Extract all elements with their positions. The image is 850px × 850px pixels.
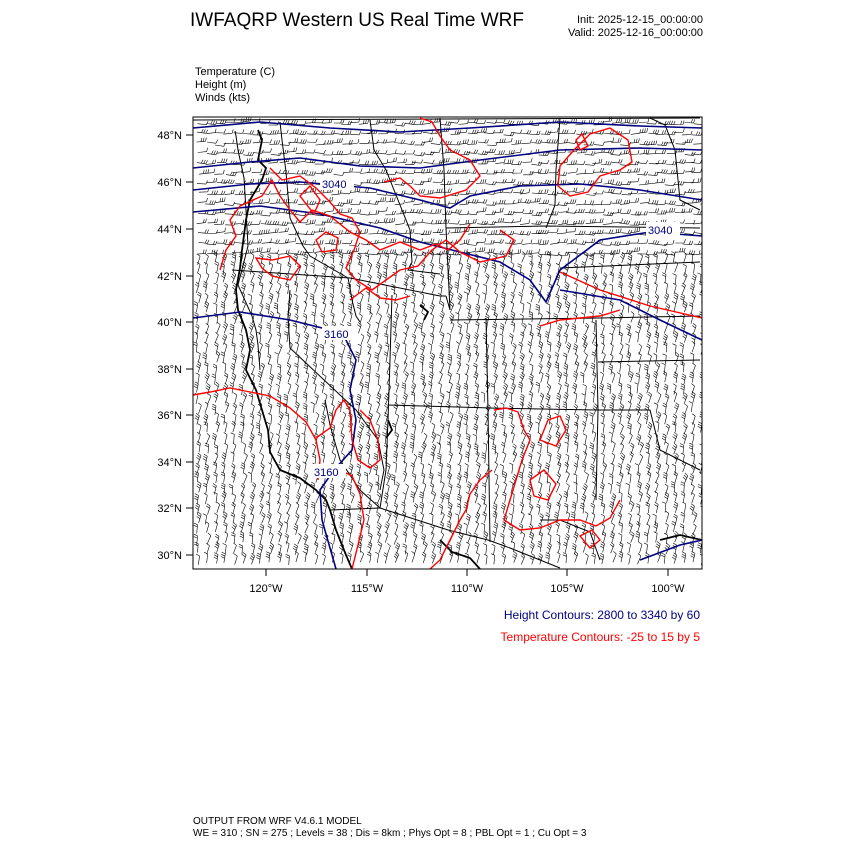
height-label-3: 3160 (324, 329, 349, 341)
lon-label: 115°W (350, 583, 384, 595)
lat-label: 38°N (157, 364, 182, 376)
model-info-line1: OUTPUT FROM WRF V4.6.1 MODEL (193, 816, 362, 827)
wind-barbs (193, 117, 713, 565)
valid-time: Valid: 2025-12-16_00:00:00 (568, 27, 703, 39)
height-label-4: 3160 (314, 467, 339, 479)
legend-height: Height (m) (195, 79, 247, 91)
model-info-line2: WE = 310 ; SN = 275 ; Levels = 38 ; Dis = 8km ; Phys Opt = 8 ; PBL Opt = 1 ; Cu Opt = 3 (193, 828, 587, 839)
legend-winds: Winds (kts) (195, 92, 250, 104)
lon-label: 100°W (651, 583, 685, 595)
height-contours (193, 122, 702, 569)
height-label-1: 3040 (322, 179, 347, 191)
init-time: Init: 2025-12-15_00:00:00 (577, 14, 703, 26)
temperature-contour-info: Temperature Contours: -25 to 15 by 5 (500, 630, 700, 644)
height-label-2: 3040 (648, 225, 673, 237)
lat-label: 44°N (157, 224, 182, 236)
lat-label: 40°N (157, 317, 182, 329)
lat-label: 46°N (157, 177, 182, 189)
lat-label: 48°N (157, 130, 182, 142)
height-contour-info: Height Contours: 2800 to 3340 by 60 (503, 608, 700, 622)
lat-label: 42°N (157, 271, 182, 283)
lat-label: 34°N (157, 457, 182, 469)
latitude-labels (157, 130, 182, 562)
lat-label: 32°N (157, 503, 182, 515)
wind-barb-field (193, 117, 713, 565)
map-title: IWFAQRP Western US Real Time WRF (190, 10, 524, 31)
lon-label: 120°W (249, 583, 283, 595)
lon-label: 110°W (450, 583, 484, 595)
longitude-labels (249, 583, 685, 595)
lat-label: 30°N (157, 550, 182, 562)
lat-label: 36°N (157, 410, 182, 422)
lon-label: 105°W (550, 583, 584, 595)
legend-temperature: Temperature (C) (195, 66, 276, 78)
